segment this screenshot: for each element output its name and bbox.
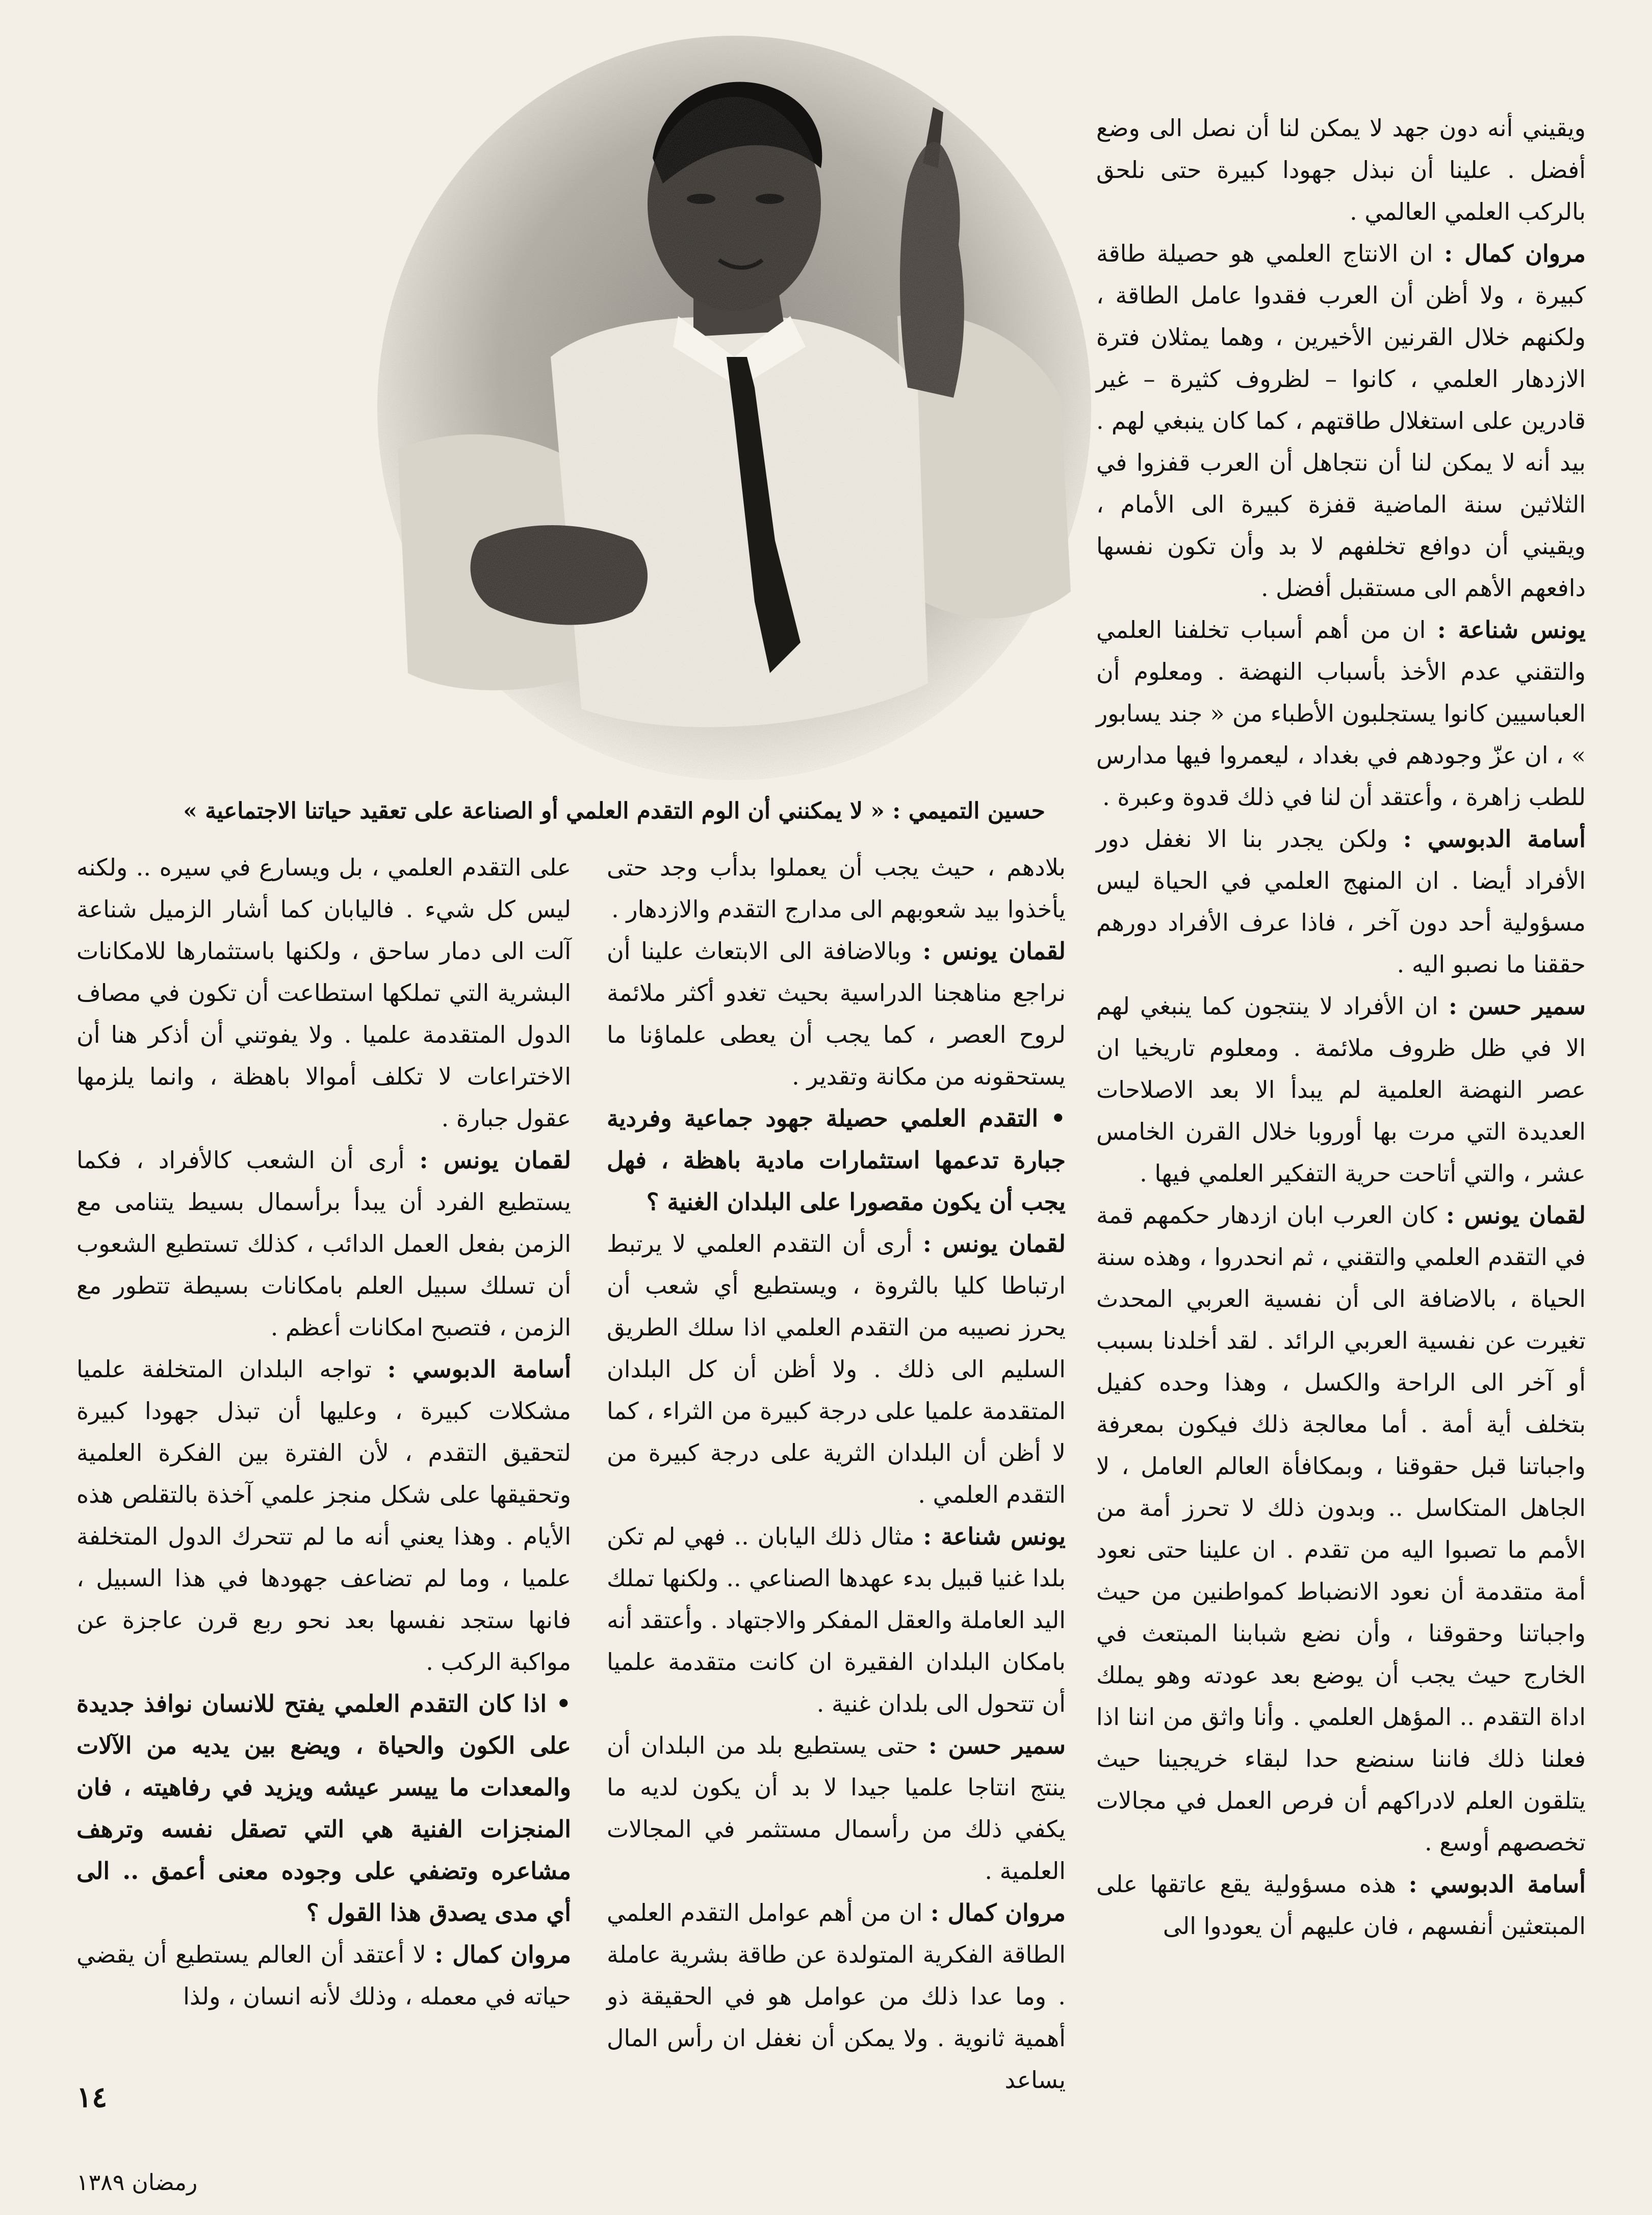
paragraph-text: حتى يستطيع بلد من البلدان أن ينتج انتاجا علميا جيدا لا بد أن يكون لديه ما يكفي ذلك من رأسمال مستثمر في المجالات العلمية . [607,1732,1066,1885]
speaker-name: لقمان يونس : [922,937,1066,965]
paragraph [607,1515,1066,1724]
paragraph [1096,985,1586,1194]
paragraph [1096,1863,1586,1947]
interview-question: • التقدم العلمي حصيلة جهود جماعية وفردية جبارة تدعمها استثمارات مادية باهظة ، فهل يجب أن يكون مقصورا على البلدان الغنية ؟ [607,1104,1066,1216]
speaker-name: يونس شناعة : [1437,616,1586,643]
paragraph [1096,233,1586,609]
paragraph [1096,609,1586,818]
paragraph [76,1139,571,1348]
speaker-name: أسامة الدبوسي : [1408,1870,1586,1898]
paragraph-text: تواجه البلدان المتخلفة علميا مشكلات كبيرة ، وعليها أن تبذل جهودا كبيرة لتحقيق التقدم ، لأن الفترة بين الفكرة العلمية وتحقيقها على شكل منجز علمي آخذة بالتقلص هذه الأيام . وهذا يعني أنه ما لم تتحرك الدول المتخلفة علميا ، وما لم تضاعف جهودها في هذا السبيل ، فانها ستجد نفسها بعد نحو ربع قرن عاجزة عن مواكبة الركب . [76,1355,571,1676]
paragraph [607,1724,1066,1892]
paragraph-text: ولكن يجدر بنا الا نغفل دور الأفراد أيضا . ان المنهج العلمي في الحياة ليس مسؤولية أحد دون آخر ، فاذا عرف الأفراد دورهم حققنا ما نصبو اليه . [1096,825,1586,978]
paragraph-text: ان من أهم عوامل التقدم العلمي الطاقة الفكرية المتولدة عن طاقة بشرية عاملة . وما عدا ذلك من عوامل هو في الحقيقة ذو أهمية ثانوية . ولا يمكن أن نغفل ان رأس المال يساعد [607,1899,1066,2094]
speaker-name: لقمان يونس : [419,1146,572,1174]
paragraph [1096,1194,1586,1863]
speaker-name: يونس شناعة : [923,1523,1066,1550]
speaker-name: أسامة الدبوسي : [387,1355,572,1383]
paragraph: ويقيني أنه دون جهد لا يمكن لنا أن نصل الى وضع أفضل . علينا أن نبذل جهودا كبيرة حتى نلحق بالركب العلمي العالمي . [1096,114,1586,225]
photo-caption: حسين التميمي : « لا يمكنني أن الوم التقدم العلمي أو الصناعة على تعقيد حياتنا الاجتماعية » [183,798,1045,824]
speaker-name: لقمان يونس : [1446,1201,1586,1229]
speaker-name: أسامة الدبوسي : [1403,825,1586,853]
paragraph-text: كان العرب ابان ازدهار حكمهم قمة في التقدم العلمي والتقني ، ثم انحدروا ، وهذه سنة الحياة ، بالاضافة الى أن نفسية العربي المحدث تغيرت عن نفسية العربي الرائد . لقد أخلدنا بسبب أو آخر الى الراحة والكسل ، وهذا وحده كفيل بتخلف أية أمة . أما معالجة ذلك فيكون بمعرفة واجباتنا قبل حقوقنا ، وبمكافأة العالم العامل ، لا الجاهل المتكاسل .. وبدون ذلك لا تحرز أمة من الأمم ما تصبوا اليه من تقدم . ان علينا حتى نعود أمة متقدمة أن نعود الانضباط كمواطنين من حيث واجباتنا وحقوقنا ، وأن نضع شبابنا المبتعث في الخارج حيث يجب أن يوضع بعد عودته وهو يملك اداة التقدم .. المؤهل العلمي . وأنا واثق من اننا اذا فعلنا ذلك فاننا سنضع حدا لبقاء خريجينا حيث يتلقون العلم لادراكهم أن فرص العمل في مجالات تخصصهم أوسع . [1096,1201,1586,1856]
paragraph [607,1223,1066,1515]
paragraph-text: ان من أهم أسباب تخلفنا العلمي والتقني عدم الأخذ بأسباب النهضة . ومعلوم أن العباسيين كانوا يستجلبون الأطباء من « جند يسابور » ، ان عزّ وجودهم في بغداد ، ليعمروا فيها مدارس للطب زاهرة ، وأعتقد أن لنا في ذلك قدوة وعبرة . [1096,616,1586,811]
speaker-name: مروان كمال : [434,1941,571,1968]
paragraph-text: ان الانتاج العلمي هو حصيلة طاقة كبيرة ، ولا أظن أن العرب فقدوا عامل الطاقة ، ولكنهم خلال القرنين الأخيرين ، وهما يمثلان فترة الازدهار العلمي ، كانوا – لظروف كثيرة – غير قادرين على استغلال طاقتهم ، كما كان ينبغي لهم . بيد أنه لا يمكن لنا أن نتجاهل أن العرب قفزوا في الثلاثين سنة الماضية قفزة كبيرة الى الأمام ، ويقيني أن دوافع تخلفهم لا بد وأن تكون نفسها دافعهم الأهم الى مستقبل أفضل . [1096,240,1586,602]
paragraph-text: وبالاضافة الى الابتعاث علينا أن نراجع مناهجنا الدراسية بحيث تغدو أكثر ملائمة لروح العصر ، كما يجب أن يعطى علماؤنا ما يستحقونه من مكانة وتقدير . [607,937,1066,1090]
speaker-name: مروان كمال : [1444,240,1586,267]
speaker-name: لقمان يونس : [922,1230,1066,1257]
paragraph [76,1934,571,2017]
article-column-middle [607,846,1066,2101]
paragraph-text: لا أعتقد أن العالم يستطيع أن يقضي حياته في معمله ، وذلك لأنه انسان ، ولذا [76,1941,571,2010]
paragraph [607,1892,1066,2101]
paragraph [76,1348,571,1683]
issue-date: رمضان ١٣٨٩ [76,2170,198,2196]
portrait-photo [367,31,1101,795]
speaker-name: سمير حسن : [1448,992,1586,1020]
paragraph-text: أرى أن التقدم العلمي لا يرتبط ارتباطا كليا بالثروة ، ويستطيع أي شعب أن يحرز نصيبه من التقدم العلمي اذا سلك الطريق السليم الى ذلك . ولا أظن أن كل البلدان المتقدمة علميا على درجة كبيرة من الثراء ، كما لا أظن أن البلدان الثرية على درجة كبيرة من التقدم العلمي . [607,1230,1066,1508]
paragraph-text: أرى أن الشعب كالأفراد ، فكما يستطيع الفرد أن يبدأ برأسمال بسيط يتنامى مع الزمن بفعل العمل الدائب ، كذلك تستطيع الشعوب أن تسلك سبيل العلم بامكانات بسيطة تتطور مع الزمن ، فتصبح امكانات أعظم . [76,1146,571,1341]
paragraph-text: هذه مسؤولية يقع عاتقها على المبتعثين أنفسهم ، فان عليهم أن يعودوا الى [1096,1870,1586,1940]
page-number: ١٤ [76,2080,108,2114]
paragraph [607,930,1066,1097]
paragraph: على التقدم العلمي ، بل ويسارع في سيره .. ولكنه ليس كل شيء . فاليابان كما أشار الزميل شناعة آلت الى دمار ساحق ، ولكنها باستثمارها للامكانات البشرية التي تملكها استطاعت أن تكون في مصاف الدول المتقدمة علميا . ولا يفوتني أن أذكر هنا أن الاختراعات لا تكلف أموالا باهظة ، وانما يلزمها عقول جبارة . [76,854,571,1132]
speaker-name: سمير حسن : [928,1732,1066,1759]
speaker-name: مروان كمال : [930,1899,1066,1926]
paragraph: بلادهم ، حيث يجب أن يعملوا بدأب وجد حتى يأخذوا بيد شعوبهم الى مدارج التقدم والازدهار . [607,854,1066,923]
paragraph [1096,818,1586,985]
interview-question: • اذا كان التقدم العلمي يفتح للانسان نوافذ جديدة على الكون والحياة ، ويضع بين يديه من الآلات والمعدات ما ييسر عيشه ويزيد في رفاهيته ، فان المنجزات الفنية هي التي تصقل نفسه وترهف مشاعره وتضفي على وجوده معنى أعمق .. الى أي مدى يصدق هذا القول ؟ [76,1690,571,1926]
article-column-left [76,846,571,2017]
paragraph-text: ان الأفراد لا ينتجون كما ينبغي لهم الا في ظل ظروف ملائمة . ومعلوم تاريخيا ان عصر النهضة العلمية لم يبدأ الا بعد الاصلاحات العديدة التي مرت بها أوروبا خلال القرن الخامس عشر ، والتي أتاحت حرية التفكير العلمي فيها . [1096,992,1586,1187]
article-column-right [1096,107,1586,1947]
paragraph-text: مثال ذلك اليابان .. فهي لم تكن بلدا غنيا قبيل بدء عهدها الصناعي .. ولكنها تملك اليد العاملة والعقل المفكر والاجتهاد . وأعتقد أنه بامكان البلدان الفقيرة ان كانت متقدمة علميا أن تتحول الى بلدان غنية . [607,1523,1066,1717]
